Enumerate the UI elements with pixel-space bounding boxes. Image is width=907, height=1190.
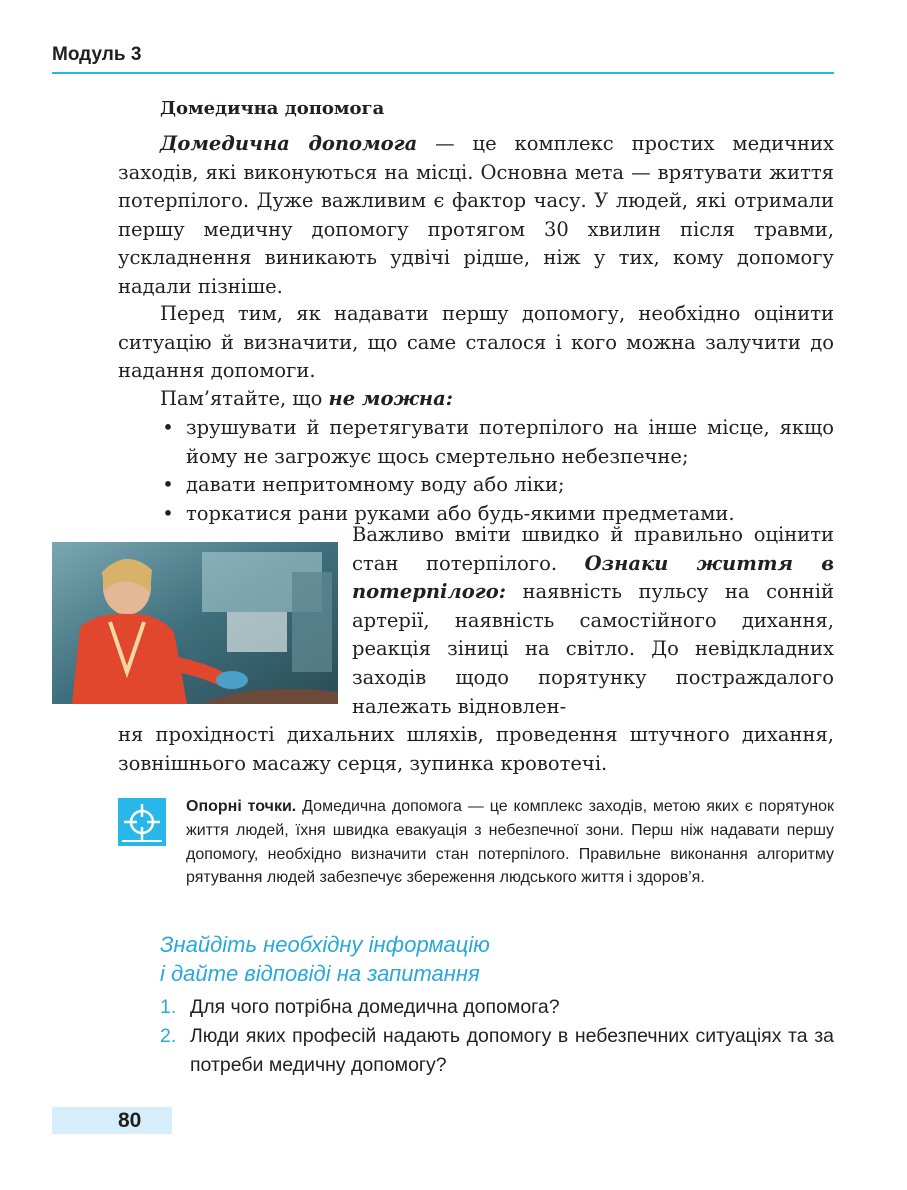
intro-term: Домедична допомога	[160, 132, 418, 155]
remember-emphasis: не можна:	[328, 387, 453, 410]
question-text: Люди яких професій надають допомогу в небезпечних ситуаціях та за потреби медичну допомогу?	[190, 1025, 834, 1076]
list-item-text: давати непритомному воду або ліки;	[186, 473, 565, 497]
remember-paragraph	[118, 385, 834, 414]
section-heading: Домедична допомога	[160, 98, 385, 119]
key-points	[186, 795, 834, 890]
target-icon	[118, 798, 166, 846]
intro-paragraph	[118, 130, 834, 302]
bullet-icon: •	[162, 416, 174, 439]
task-heading-line-2: і дайте відповіді на запитання	[160, 961, 480, 986]
signs-text-after: наявність пульсу на сонній артерії, наявність самостійного дихання, реакція зіниці на світло. До невідкладних заходів щодо порятунку постраждалого належать відновлен-	[352, 580, 834, 718]
signs-paragraph	[352, 521, 834, 721]
question-number: 2.	[160, 1025, 177, 1047]
page-number-box	[52, 1107, 172, 1134]
question-number: 1.	[160, 996, 177, 1018]
list-item	[118, 471, 834, 500]
remember-lead: Пам’ятайте, що	[160, 387, 329, 410]
question-item	[160, 1022, 834, 1080]
question-text: Для чого потрібна домедична допомога?	[190, 996, 560, 1018]
signs-emphasis: Ознаки життя в потерпілого:	[352, 551, 835, 604]
intro-text: — це комплекс простих медичних заходів, які виконуються на місці. Основна мета — врятувати життя потерпілого. Дуже важливим є фактор часу. У людей, які отримали першу медичну допомогу протягом 30 хвилин після травми, ускладнення виникають удвічі рідше, ніж у тих, кому допомогу надали пізніше.	[118, 132, 834, 298]
list-item	[118, 414, 834, 471]
key-points-label: Опорні точки.	[186, 798, 297, 815]
remember-list	[118, 414, 834, 528]
bullet-icon: •	[162, 473, 174, 497]
questions-list	[160, 993, 834, 1080]
signs-continuation: ня прохідності дихальних шляхів, проведення штучного дихання, зовнішнього масажу серця, зупинка кровотечі.	[118, 723, 834, 775]
list-item-text: зрушувати й перетягувати потерпілого на інше місце, якщо йому не загрожує щось смертельно небезпечне;	[186, 416, 834, 468]
question-item	[160, 993, 834, 1022]
list-item-text: торкатися рани руками або будь-якими предметами.	[186, 501, 735, 525]
paramedic-photo	[52, 542, 338, 704]
assess-paragraph: Перед тим, як надавати першу допомогу, необхідно оцінити ситуацію й визначити, що саме сталося і кого можна залучити до надання допомоги.	[118, 302, 834, 383]
task-heading	[160, 930, 490, 988]
header-rule	[52, 72, 834, 74]
key-points-text: Домедична допомога — це комплекс заходів, метою яких є порятунок життя людей, їхня швидка евакуація з небезпечної зони. Перш ніж надавати першу допомогу, необхідно визначити стан потерпілого. Правильне виконання алгоритму рятування людей забезпечує збереження людського життя і здоров’я.	[186, 798, 834, 887]
signs-text-before: Важливо вміти швидко й правильно оцінити стан потерпілого.	[352, 523, 834, 575]
module-title: Модуль 3	[52, 44, 142, 65]
page-number: 80	[118, 1109, 142, 1132]
bullet-icon: •	[162, 501, 174, 525]
task-heading-line-1: Знайдіть необхідну інформацію	[160, 932, 490, 957]
